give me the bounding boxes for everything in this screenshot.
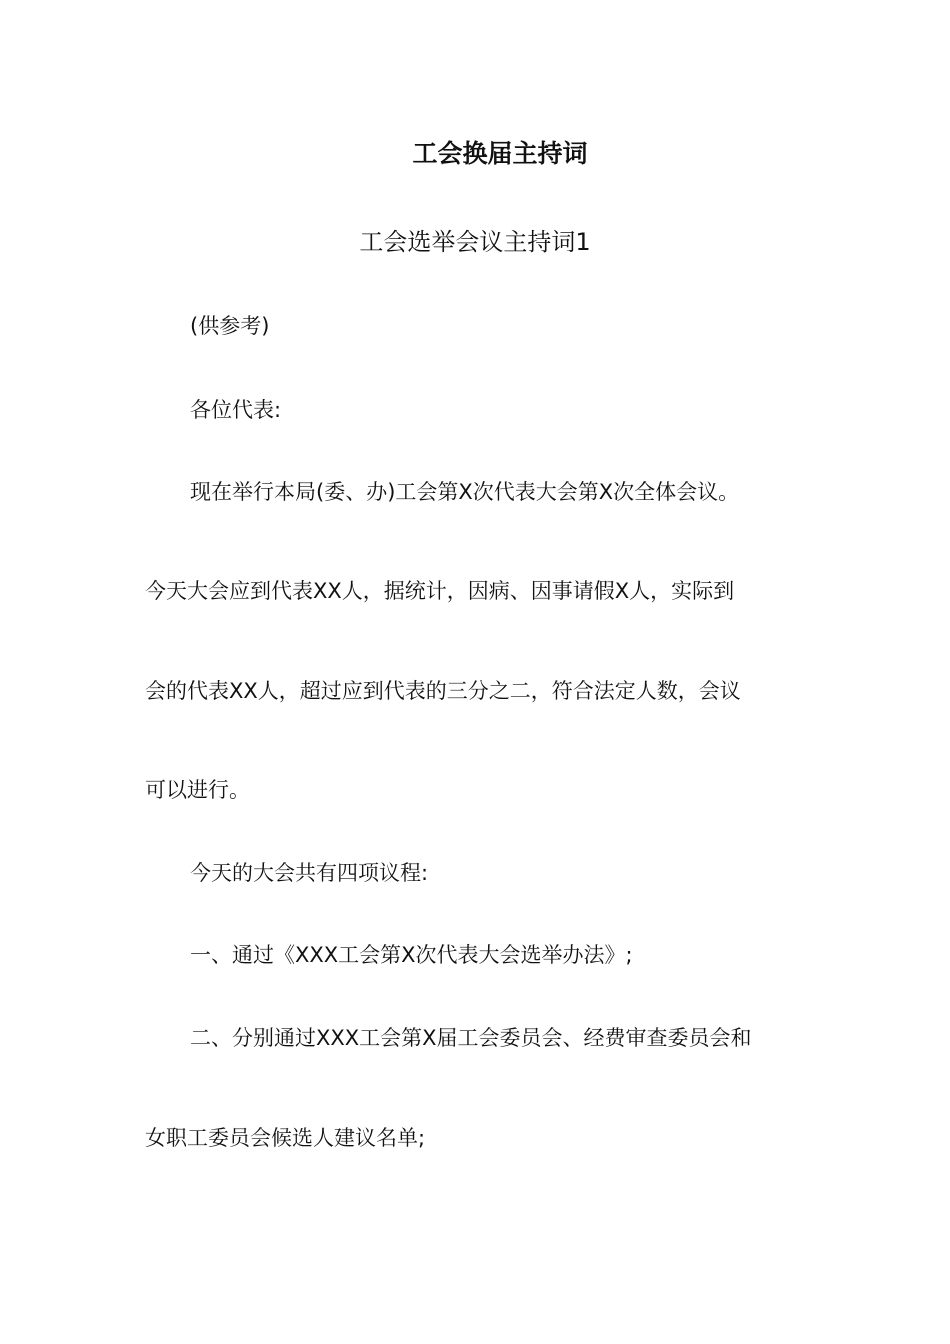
document-subtitle: 工会选举会议主持词1 [359,228,591,256]
paragraph-line: 可以进行。 [145,778,250,802]
agenda-item-line: 女职工委员会候选人建议名单; [145,1126,426,1150]
agenda-item-line: 二、分别通过XXX工会第X届工会委员会、经费审查委员会和 [190,1026,752,1050]
note-line: (供参考) [190,314,270,338]
agenda-intro-line: 今天的大会共有四项议程: [190,861,429,885]
paragraph-line: 会的代表XX人，超过应到代表的三分之二，符合法定人数，会议 [145,679,741,703]
agenda-item-line: 一、通过《XXX工会第X次代表大会选举办法》; [190,943,633,967]
document-title: 工会换届主持词 [412,139,588,168]
salutation-line: 各位代表: [190,398,282,422]
paragraph-line: 现在举行本局(委、办)工会第X次代表大会第X次全体会议。 [190,480,740,504]
paragraph-line: 今天大会应到代表XX人，据统计，因病、因事请假X人，实际到 [145,579,735,603]
